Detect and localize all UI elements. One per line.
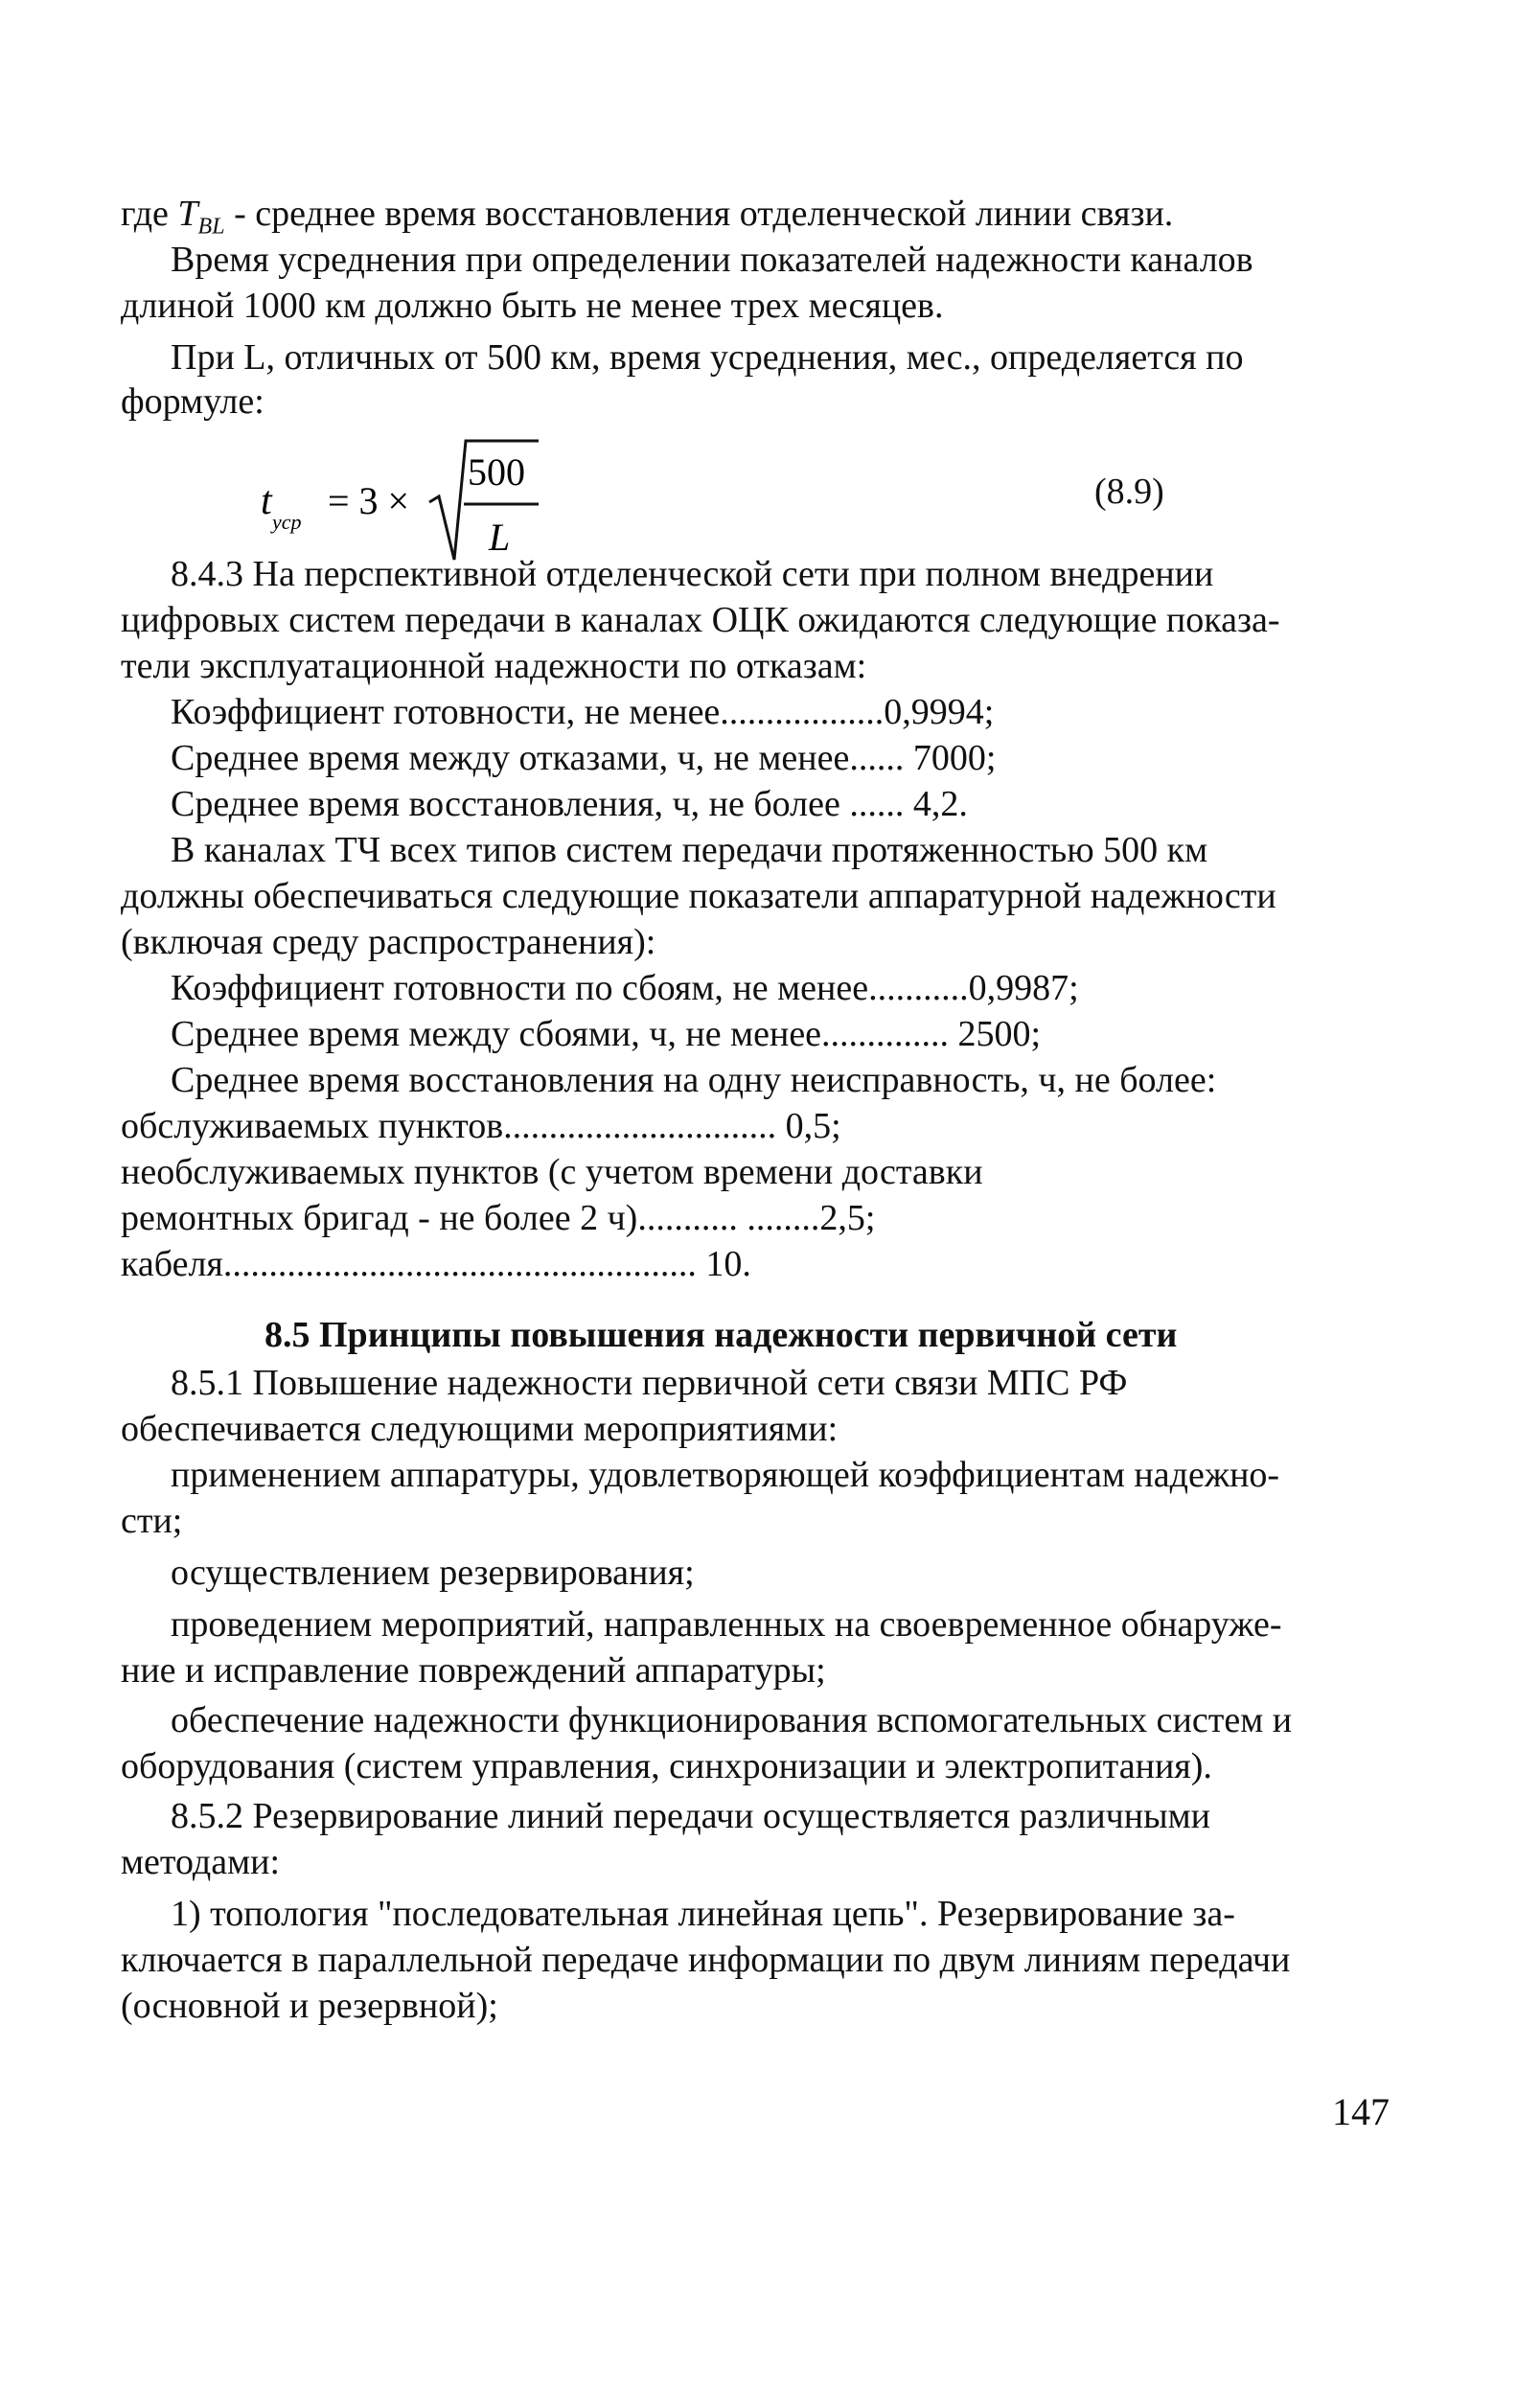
measure-3-line-2: ние и исправление повреждений аппаратуры; <box>121 1650 826 1691</box>
reliability-item-availability: Коэффициент готовности, не менее..................0,9994; <box>171 692 995 732</box>
where-line <box>121 196 1173 239</box>
page-number: 147 <box>1332 2090 1390 2133</box>
formula-number: (8.9) <box>1094 472 1164 512</box>
formula-multiplier: = 3 × <box>328 479 410 522</box>
topology-line-1: 1) топология "последовательная линейная цепь". Резервирование за- <box>171 1894 1235 1934</box>
tch-line-3: (включая среду распространения): <box>121 922 656 962</box>
measure-3-line-1: проведением мероприятий, направленных на своевременное обнаруже- <box>171 1604 1282 1645</box>
formula-8-9 <box>259 422 565 575</box>
measure-4-line-1: обеспечение надежности функционирования вспомогательных систем и <box>171 1700 1293 1740</box>
tbl-symbol: $Т_{BL}$ <box>177 194 225 240</box>
section-843-line-1: 8.4.3 На перспективной отделенческой сети при полном внедрении <box>171 554 1214 594</box>
where-text: - среднее время восстановления отделенческой линии связи. <box>224 194 1174 234</box>
section-851-line-1: 8.5.1 Повышение надежности первичной сети связи МПС РФ <box>171 1363 1128 1403</box>
formula-lhs: t <box>261 479 272 523</box>
measure-1-line-1: применением аппаратуры, удовлетворяющей коэффициентам надежно- <box>171 1455 1280 1495</box>
averaging-line-2: длиной 1000 км должно быть не менее трех месяцев. <box>121 286 944 326</box>
section-843-line-3: тели эксплуатационной надежности по отказам: <box>121 646 867 686</box>
where-prefix: где <box>121 194 178 234</box>
l-line-1: При L, отличных от 500 км, время усреднения, мес., определяется по <box>171 337 1244 378</box>
tch-line-2: должны обеспечиваться следующие показатели аппаратурной надежности <box>121 876 1276 916</box>
section-85-heading: 8.5 Принципы повышения надежности первичной сети <box>264 1315 1178 1355</box>
tch-item-crews: ремонтных бригад - не более 2 ч)........... ........2,5; <box>121 1198 876 1238</box>
reliability-item-mttr: Среднее время восстановления, ч, не более ...... 4,2. <box>171 784 968 824</box>
tch-item-mttr: Среднее время восстановления на одну неисправность, ч, не более: <box>171 1060 1217 1100</box>
formula-denominator: L <box>489 516 511 559</box>
topology-line-3: (основной и резервной); <box>121 1986 498 2026</box>
tch-item-availability: Коэффициент готовности по сбоям, не менее...........0,9987; <box>171 968 1079 1008</box>
section-852-line-2: методами: <box>121 1842 281 1882</box>
averaging-text-1: Время усреднения при определении показателей надежности каналов <box>171 240 1253 280</box>
tch-line-1: В каналах ТЧ всех типов систем передачи протяженностью 500 км <box>171 830 1208 870</box>
tch-item-cable: кабеля.................................................... 10. <box>121 1244 751 1284</box>
topology-line-2: ключается в параллельной передаче информации по двум линиям передачи <box>121 1940 1291 1980</box>
section-852-line-1: 8.5.2 Резервирование линий передачи осуществляется различными <box>171 1796 1211 1836</box>
l-line-2: формуле: <box>121 381 264 422</box>
formula-lhs-subscript: уср <box>272 510 302 534</box>
reliability-item-mtbf: Среднее время между отказами, ч, не менее...... 7000; <box>171 738 997 778</box>
section-851-line-2: обеспечивается следующими мероприятиями: <box>121 1409 839 1449</box>
tch-item-mtbf: Среднее время между сбоями, ч, не менее.............. 2500; <box>171 1014 1042 1054</box>
measure-2: осуществлением резервирования; <box>171 1553 695 1593</box>
averaging-line-1 <box>171 242 1388 278</box>
section-843-line-2: цифровых систем передачи в каналах ОЦК ожидаются следующие показа- <box>121 600 1280 640</box>
tch-item-served: обслуживаемых пунктов.............................. 0,5; <box>121 1106 841 1146</box>
measure-1-line-2: сти; <box>121 1501 183 1541</box>
measure-4-line-2: оборудования (систем управления, синхронизации и электропитания). <box>121 1746 1212 1786</box>
tch-item-unserved: необслуживаемых пунктов (с учетом времени доставки <box>121 1152 983 1192</box>
formula-numerator: 500 <box>468 450 525 494</box>
